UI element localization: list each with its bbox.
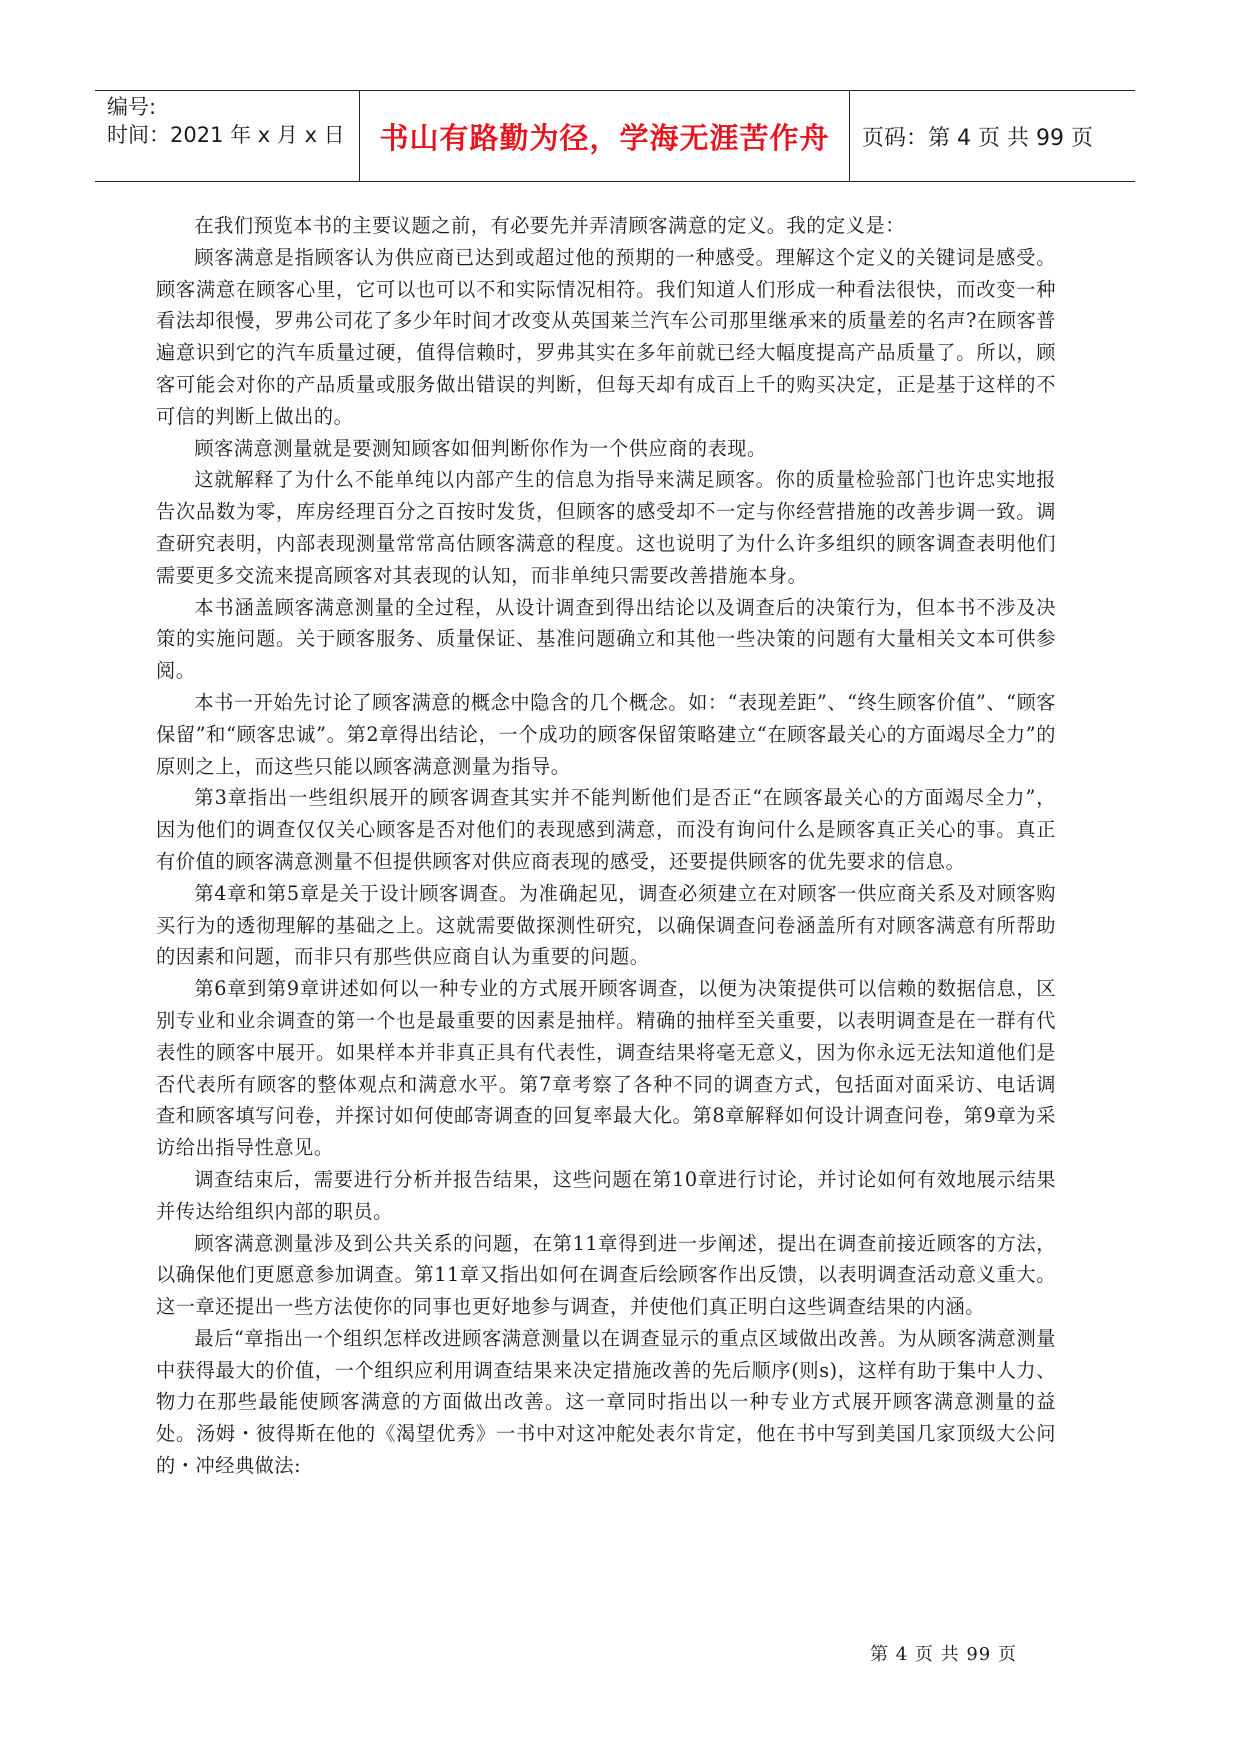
body-paragraph: 本书涵盖顾客满意测量的全过程，从设计调查到得出结论以及调查后的决策行为，但本书不涉及决策的实施问题。关于顾客服务、质量保证、基准问题确立和其他一些决策的问题有大量相关文本可供参阅。 <box>156 595 1056 683</box>
body-paragraph: 顾客满意是指顾客认为供应商已达到或超过他的预期的一种感受。理解这个定义的关键词是感受。顾客满意在顾客心里，它可以也可以不和实际情况相符。我们知道人们形成一种看法很快，而改变一种看法却很慢，罗弗公司花了多少年时间才改变从英国莱兰汽车公司那里继承来的质量差的名声?在顾客普遍意识到它的汽车质量过硬，值得信赖时，罗弗其实在多年前就已经大幅度提高产品质量了。所以，顾客可能会对你的产品质量或服务做出错误的判断，但每天却有成百上千的购买决定，正是基于这样的不可信的判断上做出的。 <box>156 245 1056 428</box>
body-paragraph: 最后“章指出一个组织怎样改进顾客满意测量以在调查显示的重点区域做出改善。为从顾客满意测量中获得最大的价值，一个组织应利用调查结果来决定措施改善的先后顺序(则s)，这样有助于集中人力、物力在那些最能使顾客满意的方面做出改善。这一章同时指出以一种专业方式展开顾客满意测量的益处。汤姆・彼得斯在他的《渴望优秀》一书中对这冲舵处表尔肯定，他在书中写到美国几家顶级大公问的・冲经典做法: <box>156 1326 1056 1478</box>
document-number-label: 编号: <box>107 95 157 119</box>
document-date-label: 时间：2021 年 x 月 x 日 <box>107 123 345 147</box>
body-paragraph: 第4章和第5章是关于设计顾客调查。为准确起见，调查必须建立在对顾客一供应商关系及对顾客购买行为的透彻理解的基础之上。这就需要做探测性研究，以确保调查问卷涵盖所有对顾客满意有所帮助的因素和问题，而非只有那些供应商自认为重要的问题。 <box>156 881 1056 969</box>
body-paragraph: 第3章指出一些组织展开的顾客调查其实并不能判断他们是否正“在顾客最关心的方面竭尽全力”，因为他们的调查仅仅关心顾客是否对他们的表现感到满意，而没有询问什么是顾客真正关心的事。真正有价值的顾客满意测量不但提供顾客对供应商表现的感受，还要提供顾客的优先要求的信息。 <box>156 786 1056 873</box>
header-table <box>95 90 1135 182</box>
header-page-number: 页码：第 4 页 共 99 页 <box>862 125 1093 151</box>
document-body <box>156 210 1056 1482</box>
body-paragraph: 调查结束后，需要进行分析并报告结果，这些问题在第10章进行讨论，并讨论如何有效地展示结果并传达给组织内部的职员。 <box>156 1167 1056 1223</box>
body-paragraph: 顾客满意测量涉及到公共关系的问题，在第11章得到进一步阐述，提出在调查前接近顾客的方法，以确保他们更愿意参加调查。第11章又指出如何在调查后绘顾客作出反馈，以表明调查活动意义重大。这一章还提出一些方法使你的同事也更好地参与调查，并使他们真正明白这些调查结果的内涵。 <box>156 1231 1056 1319</box>
header-meta-cell <box>95 91 360 181</box>
body-paragraph: 顾客满意测量就是要测知顾客如佃判断你作为一个供应商的表现。 <box>194 436 767 460</box>
footer-page-number: 第 4 页 共 99 页 <box>870 1644 1017 1665</box>
body-paragraph: 第6章到第9章讲述如何以一种专业的方式展开顾客调查，以便为决策提供可以信赖的数据信息，区别专业和业余调查的第一个也是最重要的因素是抽样。精确的抽样至关重要，以表明调查是在一群有代表性的顾客中展开。如果样本并非真正具有代表性，调查结果将毫无意义，因为你永远无法知道他们是否代表所有顾客的整体观点和满意水平。第7章考察了各种不同的调查方式，包括面对面采访、电话调查和顾客填写问卷，并探讨如何使邮寄调查的回复率最大化。第8章解释如何设计调查问卷，第9章为采访给出指导性意见。 <box>156 977 1056 1160</box>
body-paragraph: 本书一开始先讨论了顾客满意的概念中隐含的几个概念。如：“表现差距”、“终生顾客价值”、“顾客保留”和“顾客忠诚”。第2章得出结论，一个成功的顾客保留策略建立“在顾客最关心的方面竭尽全力”的原则之上，而这些只能以顾客满意测量为指导。 <box>156 690 1056 778</box>
header-motto: 书山有路勤为径，学海无涯苦作舟 <box>360 91 850 181</box>
body-paragraph: 在我们预览本书的主要议题之前，有必要先并弄清顾客满意的定义。我的定义是： <box>194 214 905 237</box>
body-paragraph: 这就解释了为什么不能单纯以内部产生的信息为指导来满足顾客。你的质量检验部门也许忠实地报告次品数为零，库房经理百分之百按时发货，但顾客的感受却不一定与你经营措施的改善步调一致。调查研究表明，内部表现测量常常高估顾客满意的程度。这也说明了为什么许多组织的顾客调查表明他们需要更多交流来提高顾客对其表现的认知，而非单纯只需要改善措施本身。 <box>156 468 1056 587</box>
